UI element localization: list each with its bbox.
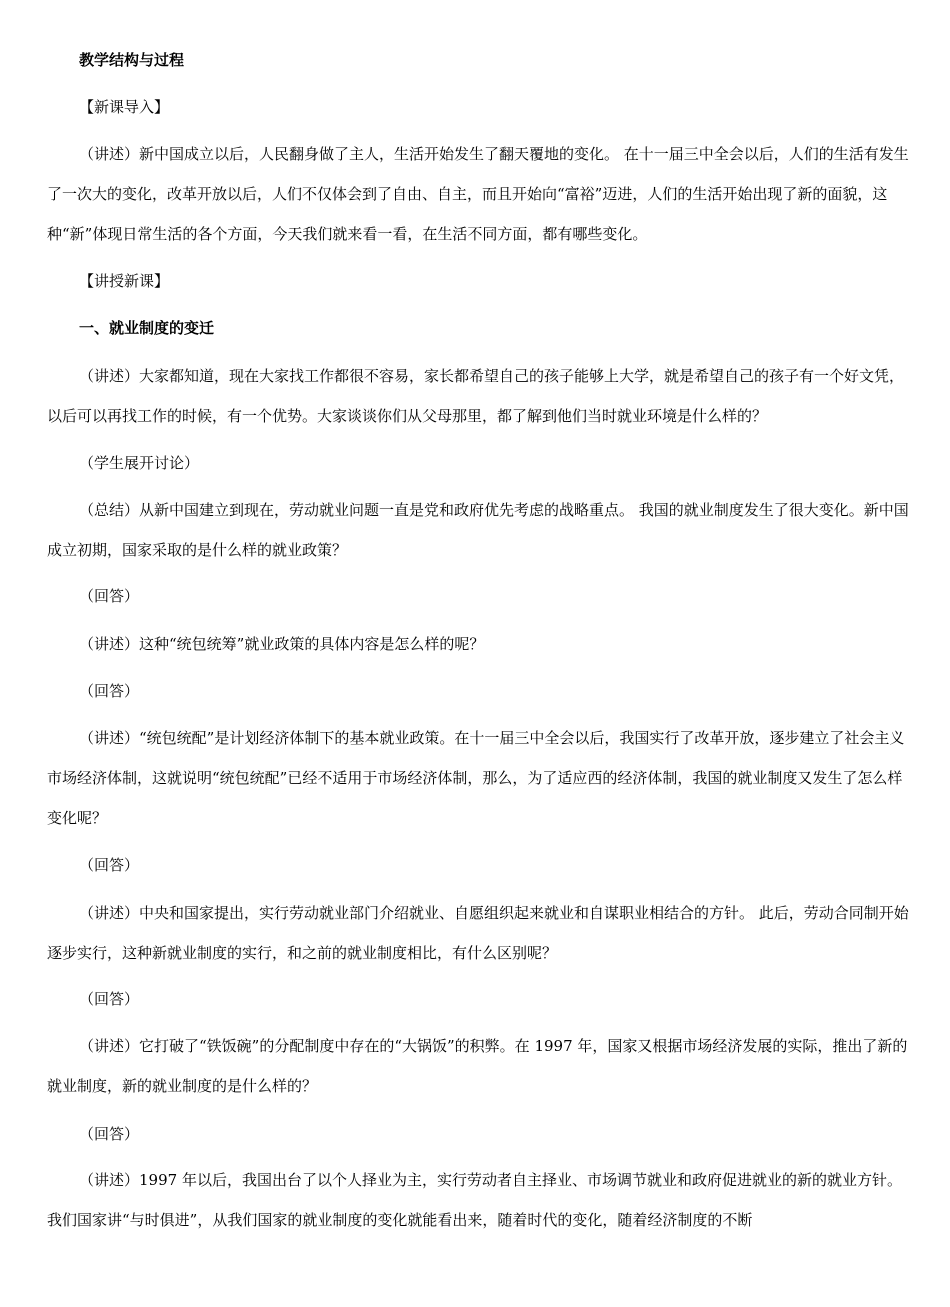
paragraph: （讲述）它打破了“铁饭碗”的分配制度中存在的“大锅饭”的积弊。在 1997 年，国家又根据市场经济发展的实际，推出了新的就业制度，新的就业制度的是什么样的？ <box>47 1037 908 1095</box>
paragraph: （讲述）这种“统包统筹”就业政策的具体内容是怎么样的呢？ <box>79 635 485 653</box>
paragraph: （回答） <box>79 1125 140 1143</box>
paragraph: （讲述）1997 年以后，我国出台了以个人择业为主，实行劳动者自主择业、市场调节就业和政府促进就业的新的就业方针。我们国家讲“与时俱进”，从我们国家的就业制度的变化就能看出来，随着时代的变化，随着经济制度的不断 <box>47 1171 902 1229</box>
section-label-intro: 【新课导入】 <box>79 98 170 116</box>
paragraph: （回答） <box>79 682 140 700</box>
paragraph: （回答） <box>79 587 140 605</box>
section-label-new-lesson: 【讲授新课】 <box>79 272 170 290</box>
paragraph: （讲述）“统包统配”是计划经济体制下的基本就业政策。在十一届三中全会以后，我国实行了改革开放，逐步建立了社会主义市场经济体制，这就说明“统包统配”已经不适用于市场经济体制，那么，为了适应西的经济体制，我国的就业制度又发生了怎么样变化呢？ <box>47 729 905 827</box>
paragraph: （总结）从新中国建立到现在，劳动就业问题一直是党和政府优先考虑的战略重点。 我国的就业制度发生了很大变化。新中国成立初期，国家采取的是什么样的就业政策？ <box>47 501 909 559</box>
paragraph: （回答） <box>79 856 140 874</box>
paragraph: （讲述）大家都知道，现在大家找工作都很不容易，家长都希望自己的孩子能够上大学，就是希望自己的孩子有一个好文凭，以后可以再找工作的时候，有一个优势。大家谈谈你们从父母那里，都了解到他们当时就业环境是什么样的？ <box>47 367 905 425</box>
paragraph-intro: （讲述）新中国成立以后，人民翻身做了主人，生活开始发生了翻天覆地的变化。 在十一届三中全会以后，人们的生活有发生了一次大的变化，改革开放以后，人们不仅体会到了自由、自主，而且开始向“富裕”迈进，人们的生活开始出现了新的面貌，这种“新”体现日常生活的各个方面，今天我们就来看一看，在生活不同方面，都有哪些变化。 <box>47 145 909 243</box>
paragraph: （讲述）中央和国家提出，实行劳动就业部门介绍就业、自愿组织起来就业和自谋职业相结合的方针。 此后，劳动合同制开始逐步实行，这种新就业制度的实行，和之前的就业制度相比，有什么区别呢？ <box>47 904 909 962</box>
document-title: 教学结构与过程 <box>79 51 185 69</box>
paragraph: （学生展开讨论） <box>79 454 200 472</box>
heading-employment-system: 一、就业制度的变迁 <box>79 319 215 337</box>
paragraph: （回答） <box>79 990 140 1008</box>
